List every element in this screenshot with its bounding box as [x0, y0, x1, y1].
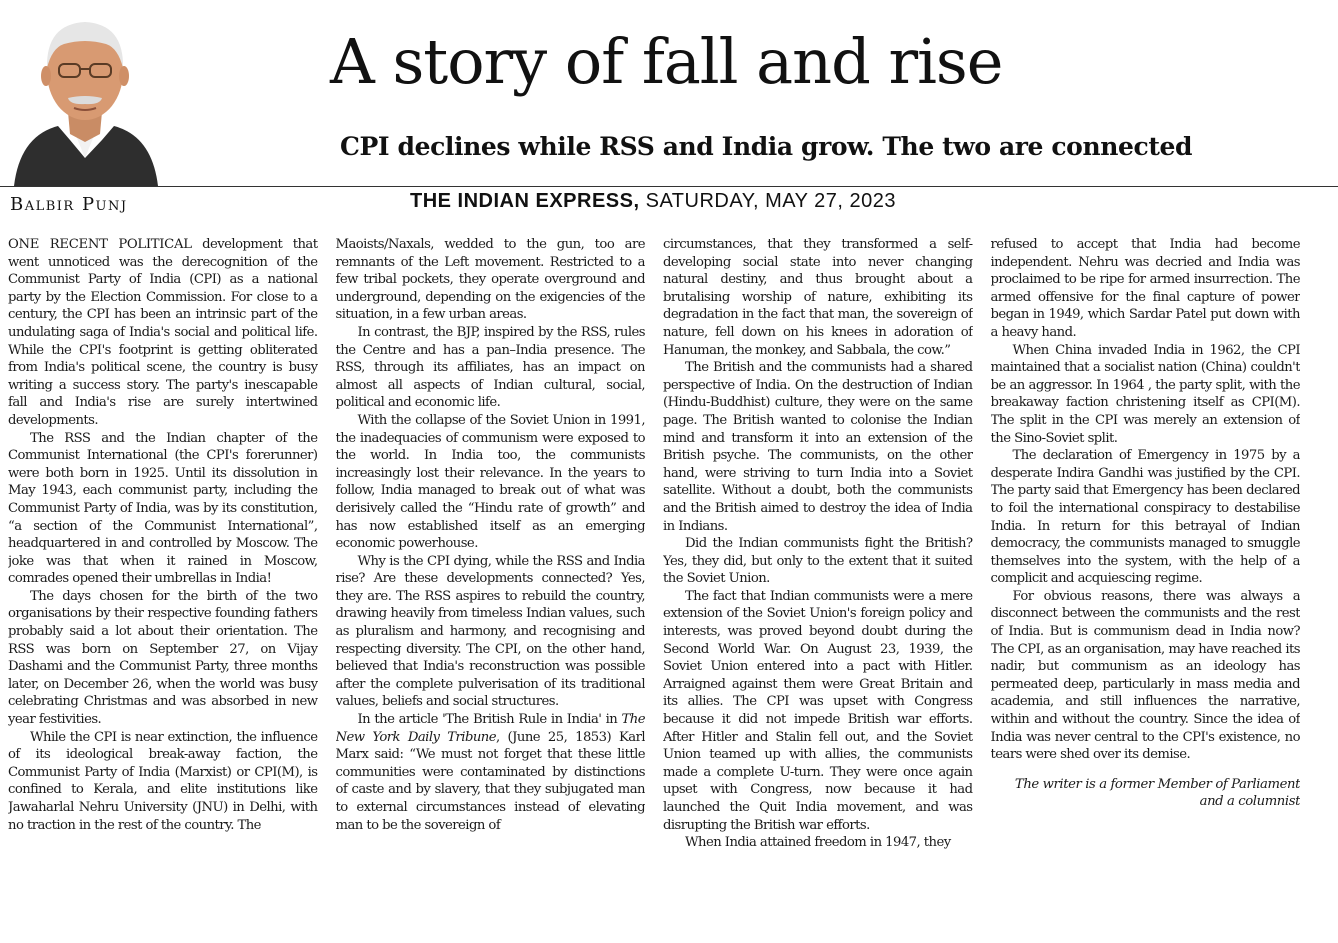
- author-credit: The writer is a former Member of Parliament and a columnist: [1014, 776, 1300, 810]
- lead-in: ONE RECENT POLITICAL: [8, 237, 192, 252]
- paragraph: While the CPI is near extinction, the influence of its ideological break-away faction, the Communist Party of India (Marxist) or CPI(M), is confined to Kerala, and elite institutions like Jawaharlal Nehru University (JNU) in Delhi, with no traction in the rest of the country. The: [8, 729, 318, 833]
- subheadline: CPI declines while RSS and India grow. The two are connected: [340, 132, 1193, 161]
- paragraph: When India attained freedom in 1947, they: [685, 835, 951, 851]
- paragraph: Did the Indian communists fight the British? Yes, they did, but only to the extent that it suited the Soviet Union.: [663, 536, 973, 587]
- paragraph: For obvious reasons, there was always a disconnect between the communists and the rest of India. But is communism dead in India now? The CPI, as an organisation, may have reached its nadir, but communism as an ideology has permeated deep, particularly in mass media and academia, and still influences the narrative, within and without the country. Since the idea of India was never central to the CPI's existence, no tears were shed over its demise.: [990, 588, 1300, 763]
- article-body: [8, 236, 1300, 936]
- paragraph: In contrast, the BJP, inspired by the RSS, rules the Centre and has a pan–India presence. The RSS, through its affiliates, has an impact on almost all aspects of Indian cultural, social, political and economic life.: [335, 324, 645, 411]
- article-column-4: [991, 236, 1301, 936]
- author-byline: Balbir Punj: [10, 194, 128, 215]
- paragraph: The days chosen for the birth of the two organisations by their respective founding fathers probably said a lot about their orientation. The RSS was born on September 27, on Vijay Dashami and the Communist Party, three months later, on December 26, when the world was busy celebrating Christmas and was absorbed in new year festivities.: [8, 588, 318, 728]
- article-column-1: [8, 236, 318, 936]
- paragraph: Why is the CPI dying, while the RSS and India rise? Are these developments connected? Yes, they are. The RSS aspires to rebuild the country, drawing heavily from timeless Indian values, such as pluralism and harmony, and recognising and respecting diversity. The CPI, on the other hand, believed that India's reconstruction was possible after the complete pulverisation of its traditional values, beliefs and social structures.: [335, 553, 645, 710]
- paragraph: With the collapse of the Soviet Union in 1991, the inadequacies of communism were exposed to the world. In India too, the communists increasingly lost their relevance. In the years to follow, India managed to break out of what was derisively called the “Hindu rate of growth” and has now established itself as an emerging economic powerhouse.: [335, 412, 645, 552]
- publication-date: SATURDAY, MAY 27, 2023: [645, 190, 896, 212]
- header-divider: [0, 186, 1338, 187]
- paragraph: circumstances, that they transformed a self-developing social state into never changing natural destiny, and thus brought about a brutalising worship of nature, exhibiting its degradation in the fact that man, the sovereign of nature, fell down on his knees in adoration of Hanuman, the monkey, and Sabbala, the cow.”: [663, 237, 973, 358]
- dateline: [410, 190, 896, 213]
- paragraph: The declaration of Emergency in 1975 by a desperate Indira Gandhi was justified by the CPI. The party said that Emergency has been declared to foil the international conspiracy to destabilise India. In return for this betrayal of Indian democracy, the communists managed to smuggle themselves into the system, with the help of a complicit and acquiescing regime.: [990, 448, 1300, 587]
- publication-name: THE INDIAN EXPRESS,: [410, 190, 640, 212]
- article-column-3: [663, 236, 973, 936]
- paragraph: The RSS and the Indian chapter of the Communist International (the CPI's forerunner) were both born in 1925. Until its dissolution in May 1943, each communist party, including the Communist Party of India, was by its constitution, “a section of the Communist International”, headquartered in and controlled by Moscow. The joke was that when it rained in Moscow, comrades opened their umbrellas in India!: [8, 430, 318, 587]
- paragraph: When China invaded India in 1962, the CPI maintained that a socialist nation (China) couldn't be an aggressor. In 1964 , the party split, with the breakaway faction christening itself as CPI(M). The split in the CPI was merely an extension of the Sino-Soviet split.: [990, 342, 1300, 446]
- paragraph: In the article 'The British Rule in India' in The New York Daily Tribune, (June 25, 1853) Karl Marx said: “We must not forget that these little communities were contaminated by distinctions of caste and by slavery, that they subjugated man to external circumstances instead of elevating man to be the sovereign of: [335, 712, 645, 833]
- paragraph: ONE RECENT POLITICAL development that went unnoticed was the derecognition of the Communist Party of India (CPI) as a national party by the Election Commission. For close to a century, the CPI has been an intrinsic part of the undulating saga of India's social and political life. While the CPI's footprint is getting obliterated from India's political scene, the country is busy writing a success story. The party's inescapable fall and India's rise are surely intertwined developments.: [8, 237, 318, 428]
- paragraph: The British and the communists had a shared perspective of India. On the destruction of Indian (Hindu-Buddhist) culture, they were on the same page. The British wanted to colonise the Indian mind and transform it into an extension of the British psyche. The communists, on the other hand, were striving to turn India into a Soviet satellite. Without a doubt, both the communists and the British aimed to destroy the idea of India in Indians.: [663, 360, 973, 534]
- article-column-2: [336, 236, 646, 936]
- newspaper-title: The New York Daily Tribune: [335, 712, 645, 745]
- author-portrait: [10, 8, 160, 186]
- paragraph: The fact that Indian communists were a mere extension of the Soviet Union's foreign policy and interests, was proved beyond doubt during the Second World War. On August 23, 1939, the Soviet Union entered into a pact with Hitler. Arraigned against them were Great Britain and its allies. The CPI was upset with Congress because it did not impede British war efforts. After Hitler and Stalin fell out, and the Soviet Union teamed up with allies, the communists made a complete U-turn. They were once again upset with Congress, now because it had launched the Quit India movement, and was disrupting the British war efforts.: [663, 588, 973, 833]
- paragraph: Maoists/Naxals, wedded to the gun, too are remnants of the Left movement. Restricted to a few tribal pockets, they operate overground and underground, depending on the exigencies of the situation, in a few urban areas.: [335, 237, 645, 323]
- paragraph: refused to accept that India had become independent. Nehru was decried and India was proclaimed to be ripe for armed insurrection. The armed offensive for the final capture of power began in 1949, which Sardar Patel put down with a heavy hand.: [990, 237, 1300, 340]
- headline: A story of fall and rise: [330, 25, 1003, 98]
